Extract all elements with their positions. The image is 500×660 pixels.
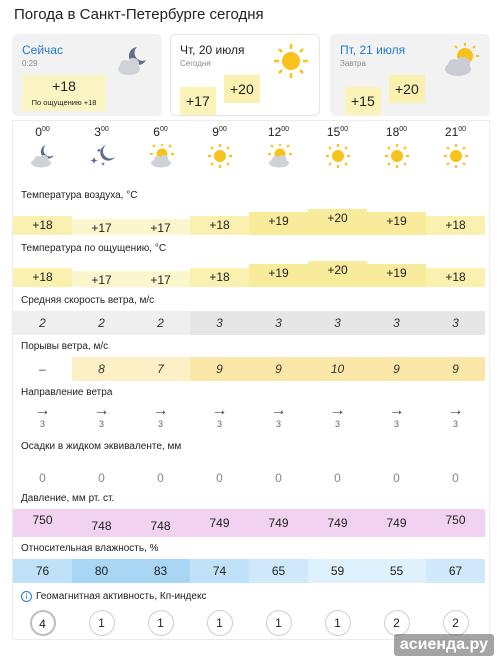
now-card[interactable] (12, 34, 162, 116)
hour-value: 18 (385, 125, 400, 139)
row-wind (13, 311, 491, 335)
geo-cell (72, 610, 131, 636)
wind-dir-value: 3 (157, 419, 163, 429)
temp-cell: +18 (209, 217, 230, 232)
gusts-cell: 10 (330, 362, 345, 376)
feels-cell: +20 (327, 263, 348, 277)
now-feels: По ощущению +18 (31, 98, 97, 107)
pressure-cell: 749 (386, 516, 407, 530)
section-label-temp: Температура воздуха, °C (21, 190, 138, 201)
watermark: асиенда.ру (394, 634, 494, 656)
wind-dir-cell (308, 403, 367, 429)
hour-minutes: 00 (159, 126, 168, 133)
wind-cell: 3 (216, 316, 223, 330)
geo-cell (308, 610, 367, 636)
section-label-feels: Температура по ощущению, °C (21, 243, 167, 254)
hour-col (13, 125, 72, 174)
kp-index-badge: 1 (266, 610, 292, 636)
section-label-gusts: Порывы ветра, м/с (21, 341, 109, 352)
kp-index-badge: 1 (207, 610, 233, 636)
wind-dir-value: 3 (275, 419, 281, 429)
arrow-right-icon: → (93, 402, 110, 419)
pressure-cell: 749 (327, 516, 348, 530)
precip-cell: 0 (452, 471, 459, 485)
wind-dir-cell (249, 403, 308, 429)
sun-cloud-icon (147, 143, 175, 169)
wind-dir-cell (13, 403, 72, 429)
now-label: Сейчас (22, 43, 63, 57)
arrow-right-icon: → (211, 402, 228, 419)
row-gusts (13, 357, 491, 381)
hourly-grid (12, 120, 490, 640)
hours-row (13, 125, 491, 185)
pressure-cell: 749 (209, 516, 230, 530)
hour-col (426, 125, 485, 174)
temp-cell: +19 (386, 214, 407, 229)
row-dir (13, 403, 491, 433)
wind-cell: 2 (98, 316, 105, 330)
kp-index-badge: 1 (89, 610, 115, 636)
sun-icon (442, 143, 470, 169)
hour-col (249, 125, 308, 174)
temp-cell: +20 (327, 211, 348, 225)
info-icon[interactable]: i (21, 591, 32, 602)
hour-minutes: 00 (399, 126, 408, 133)
sun-cloud-icon (265, 143, 293, 169)
pressure-cell: 748 (91, 519, 112, 533)
hour-label (131, 125, 190, 139)
sun-icon (324, 143, 352, 169)
gusts-cell: 9 (216, 362, 223, 376)
hour-minutes: 00 (218, 126, 227, 133)
kp-index-badge: 2 (443, 610, 469, 636)
today-lo: +17 (180, 87, 216, 115)
gusts-cell: 9 (393, 362, 400, 376)
wind-dir-cell (131, 403, 190, 429)
temp-cell: +17 (91, 221, 112, 235)
gusts-cell: 9 (452, 362, 459, 376)
gusts-cell: 9 (275, 362, 282, 376)
section-label-dir: Направление ветра (21, 387, 113, 398)
tomorrow-card[interactable] (330, 34, 490, 116)
humidity-cell: 80 (94, 564, 109, 578)
wind-dir-cell (190, 403, 249, 429)
sun-cloud-icon (443, 43, 479, 79)
wind-cell: 3 (452, 316, 459, 330)
arrow-right-icon: → (329, 402, 346, 419)
section-label-precip: Осадки в жидком эквиваленте, мм (21, 441, 182, 452)
moon-cloud-icon (115, 43, 151, 79)
row-feels (13, 259, 491, 287)
hour-value: 0 (35, 125, 42, 139)
hour-value: 9 (212, 125, 219, 139)
temp-cell: +18 (32, 217, 53, 232)
feels-cell: +18 (209, 269, 230, 284)
tomorrow-sub: Завтра (340, 59, 366, 68)
hour-label (190, 125, 249, 139)
hour-minutes: 00 (458, 126, 467, 133)
moon-cloud-icon (29, 143, 57, 169)
hour-value: 21 (444, 125, 459, 139)
kp-index-badge: 1 (148, 610, 174, 636)
wind-dir-value: 3 (334, 419, 340, 429)
page-title: Погода в Санкт-Петербурге сегодня (14, 6, 264, 23)
wind-dir-value: 3 (393, 419, 399, 429)
now-time: 0:29 (22, 59, 38, 68)
geo-cell (367, 610, 426, 636)
kp-index-badge: 1 (325, 610, 351, 636)
wind-dir-cell (367, 403, 426, 429)
precip-cell: 0 (393, 471, 400, 485)
arrow-right-icon: → (447, 402, 464, 419)
humidity-cell: 76 (35, 564, 50, 578)
geo-cell (131, 610, 190, 636)
tomorrow-hi: +20 (389, 75, 425, 103)
row-temp (13, 207, 491, 235)
hour-minutes: 00 (340, 126, 349, 133)
wind-dir-value: 3 (452, 419, 458, 429)
feels-cell: +19 (268, 266, 289, 281)
gusts-cell: 8 (98, 362, 105, 376)
precip-cell: 0 (39, 471, 46, 485)
humidity-cell: 83 (153, 564, 168, 578)
gusts-cell: 7 (157, 362, 164, 376)
today-label: Чт, 20 июля (180, 43, 245, 57)
today-hi: +20 (224, 75, 260, 103)
today-sub: Сегодня (180, 59, 211, 68)
pressure-cell: 750 (445, 513, 466, 527)
now-temp-box (22, 75, 106, 111)
wind-dir-value: 3 (216, 419, 222, 429)
section-label-humidity: Относительная влажность, % (21, 543, 159, 554)
hour-label (72, 125, 131, 139)
hour-label (426, 125, 485, 139)
hour-col (72, 125, 131, 174)
hour-label (367, 125, 426, 139)
humidity-cell: 74 (212, 564, 227, 578)
hour-col (367, 125, 426, 174)
sun-icon (383, 143, 411, 169)
hour-minutes: 00 (41, 126, 50, 133)
row-humidity (13, 559, 491, 583)
feels-cell: +19 (386, 266, 407, 281)
now-temp: +18 (52, 78, 76, 94)
geo-cell (13, 610, 72, 636)
pressure-cell: 748 (150, 519, 171, 533)
hour-label (308, 125, 367, 139)
temp-cell: +18 (445, 217, 466, 232)
hour-minutes: 00 (281, 126, 290, 133)
precip-cell: 0 (98, 471, 105, 485)
hour-col (131, 125, 190, 174)
wind-cell: 3 (334, 316, 341, 330)
humidity-cell: 65 (271, 564, 286, 578)
row-precip (13, 471, 491, 487)
gusts-cell: – (39, 362, 46, 376)
kp-index-badge: 4 (30, 610, 56, 636)
hour-minutes: 00 (100, 126, 109, 133)
humidity-cell: 55 (389, 564, 404, 578)
arrow-right-icon: → (388, 402, 405, 419)
feels-cell: +18 (32, 269, 53, 284)
feels-cell: +18 (445, 269, 466, 284)
wind-dir-cell (72, 403, 131, 429)
hour-col (190, 125, 249, 174)
pressure-cell: 750 (32, 513, 53, 527)
precip-cell: 0 (157, 471, 164, 485)
sun-icon (206, 143, 234, 169)
humidity-cell: 59 (330, 564, 345, 578)
wind-cell: 3 (393, 316, 400, 330)
hour-label (13, 125, 72, 139)
temp-cell: +19 (268, 214, 289, 229)
row-pressure (13, 509, 491, 537)
wind-cell: 2 (39, 316, 46, 330)
precip-cell: 0 (334, 471, 341, 485)
wind-dir-cell (426, 403, 485, 429)
section-label-wind: Средняя скорость ветра, м/с (21, 295, 155, 306)
pressure-cell: 749 (268, 516, 289, 530)
wind-dir-value: 3 (98, 419, 104, 429)
moon-stars-icon (88, 143, 116, 169)
hour-value: 6 (153, 125, 160, 139)
section-label-pressure: Давление, мм рт. ст. (21, 493, 115, 504)
summary-cards (12, 34, 490, 120)
hour-value: 12 (267, 125, 282, 139)
humidity-cell: 67 (448, 564, 463, 578)
feels-cell: +17 (150, 273, 171, 287)
hour-label (249, 125, 308, 139)
precip-cell: 0 (216, 471, 223, 485)
kp-index-badge: 2 (384, 610, 410, 636)
geo-cell (426, 610, 485, 636)
temp-cell: +17 (150, 221, 171, 235)
wind-dir-value: 3 (39, 419, 45, 429)
hour-value: 15 (326, 125, 341, 139)
arrow-right-icon: → (152, 402, 169, 419)
geo-cell (190, 610, 249, 636)
feels-cell: +17 (91, 273, 112, 287)
geo-cell (249, 610, 308, 636)
hour-col (308, 125, 367, 174)
arrow-right-icon: → (270, 402, 287, 419)
tomorrow-label: Пт, 21 июля (340, 43, 406, 57)
section-label-geo (21, 591, 206, 602)
today-card[interactable] (170, 34, 320, 116)
wind-cell: 2 (157, 316, 164, 330)
wind-cell: 3 (275, 316, 282, 330)
tomorrow-lo: +15 (345, 87, 381, 115)
precip-cell: 0 (275, 471, 282, 485)
arrow-right-icon: → (34, 402, 51, 419)
geo-label-text: Геомагнитная активность, Кп-индекс (36, 591, 207, 602)
sun-icon (273, 43, 309, 79)
hour-value: 3 (94, 125, 101, 139)
